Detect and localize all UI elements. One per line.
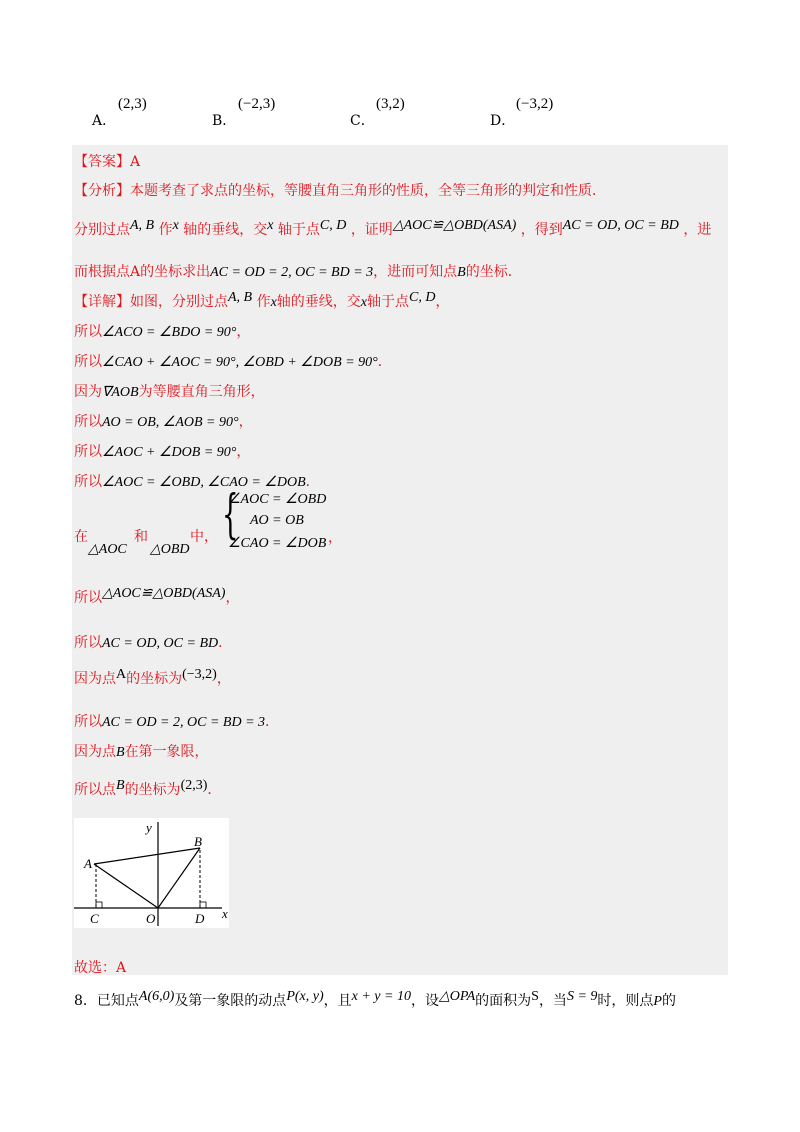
math: P(x, y) [286, 989, 324, 1004]
math: AC = OD = 2, OC = BD = 3 [210, 265, 374, 280]
math: AC = OD, OC = BD [562, 218, 679, 233]
text: 的 [661, 993, 676, 1009]
detail-line-7 [74, 471, 320, 491]
label-b: B [194, 834, 202, 849]
math: B [116, 778, 125, 793]
label-c: C [90, 911, 99, 926]
math: A [116, 667, 127, 682]
label-d: D [195, 911, 205, 926]
text: 轴的垂线，交 [183, 222, 268, 238]
math: AC = OD, OC = BD [102, 636, 219, 651]
option-label: B． [212, 113, 237, 129]
brace-system [222, 485, 352, 551]
option-value: (−2,3) [238, 96, 276, 112]
option-label: D． [490, 113, 516, 129]
detail-line-5 [74, 411, 253, 431]
text: 时，则点 [597, 993, 654, 1009]
text: 如图，分别过点 [130, 294, 228, 310]
detail-line-11 [74, 711, 279, 731]
text: 所以 [74, 474, 102, 490]
option-value: (−3,2) [516, 96, 554, 112]
brace-row: AO = OB [250, 513, 304, 528]
right-angle-c [96, 902, 102, 908]
text: 所以 [74, 324, 102, 340]
math: x + y = 10 [351, 989, 411, 1004]
label-o: O [146, 911, 156, 926]
text: ，进 [683, 222, 712, 238]
analysis-tag: 【分析】 [74, 183, 130, 199]
math: △OPA [438, 989, 476, 1004]
text: 作 [256, 294, 271, 310]
math: B [116, 745, 125, 760]
text: ，且 [323, 993, 352, 1009]
math: S = 9 [566, 989, 598, 1004]
text: 因为 [74, 384, 102, 400]
text: ， [225, 590, 240, 606]
brace-comma: ， [328, 530, 342, 546]
text: ， [238, 414, 253, 430]
math: C, D [319, 218, 347, 233]
text: ，得到 [520, 222, 563, 238]
detail-line-in-b [88, 541, 127, 558]
text: 所以 [74, 354, 102, 370]
text: 轴的垂线，交 [276, 294, 361, 310]
text: 分别过点 [74, 222, 130, 238]
label-y: y [146, 820, 152, 835]
text: ，设 [410, 993, 439, 1009]
answer-tag: 【答案】 [74, 154, 130, 170]
label-x: x [222, 906, 228, 921]
detail-line-in-d [150, 541, 190, 558]
final-answer: 故选：A [74, 960, 127, 976]
text: 因为点 [74, 744, 116, 760]
math: AC = OD = 2, OC = BD = 3 [102, 715, 266, 730]
analysis-line-3 [74, 261, 522, 281]
math: x [172, 218, 179, 233]
option-label: A． [92, 113, 117, 129]
math: (2,3) [180, 778, 208, 793]
left-brace: { [222, 485, 239, 545]
segment-bo [158, 848, 200, 908]
text: ． [305, 474, 320, 490]
solution-panel [72, 145, 728, 975]
answer-value: A [130, 154, 141, 170]
text: 在 [74, 529, 88, 545]
text: ，进而可知点 [373, 264, 458, 280]
detail-line-in-e [190, 526, 218, 546]
question-8 [74, 990, 676, 1010]
detail-line-6 [74, 441, 250, 461]
detail-line-1 [74, 291, 449, 311]
math: A, B [130, 218, 155, 233]
math: x [267, 218, 274, 233]
text: 的坐标为 [126, 671, 183, 687]
math: B [457, 265, 466, 280]
math: ∠CAO + ∠AOC = 90°, ∠OBD + ∠DOB = 90° [102, 355, 378, 370]
segment-ab [94, 848, 200, 864]
text: 8．已知点 [74, 993, 139, 1009]
detail-line-13 [74, 779, 221, 799]
math: x [270, 295, 277, 310]
text: 和 [134, 529, 148, 545]
math: A(6,0) [138, 989, 175, 1004]
math: AO = OB, ∠AOB = 90° [102, 415, 239, 430]
detail-line-4 [74, 381, 265, 401]
text: 所以 [74, 714, 102, 730]
detail-line-8 [74, 587, 239, 607]
text: ，当 [538, 993, 567, 1009]
analysis-line-2 [74, 219, 711, 239]
detail-tag: 【详解】 [74, 294, 130, 310]
answer-options [92, 96, 732, 130]
text: ， [435, 294, 450, 310]
text: ． [377, 354, 392, 370]
geometry-figure [74, 818, 229, 928]
text: ． [265, 714, 280, 730]
math: A, B [228, 290, 253, 305]
text: 而根据点A的坐标求出 [74, 264, 211, 280]
analysis-text: 本题考查了求点的坐标，等腰直角三角形的性质，全等三角形的判定和性质． [130, 183, 606, 199]
detail-line-2 [74, 321, 250, 341]
text: 及第一象限的动点 [174, 993, 287, 1009]
math: ∇AOB [102, 385, 139, 400]
brace-row: ∠AOC = ∠OBD [228, 492, 327, 507]
text: 所以 [74, 414, 102, 430]
text: 轴于点 [277, 222, 320, 238]
text: 因为点 [74, 671, 116, 687]
detail-line-12 [74, 741, 209, 761]
detail-line-9 [74, 632, 232, 652]
math: ∠AOC = ∠OBD, ∠CAO = ∠DOB [102, 475, 306, 490]
option-value: (2,3) [118, 96, 147, 112]
text: 所以 [74, 590, 102, 606]
text: 所以点 [74, 782, 116, 798]
text: 的面积为 [475, 993, 532, 1009]
math: ∠AOC + ∠DOB = 90° [102, 445, 237, 460]
text: ， [216, 671, 231, 687]
analysis-line-1 [74, 180, 606, 200]
text: 中， [190, 529, 218, 545]
figure-svg [74, 818, 229, 928]
text: 轴于点 [367, 294, 409, 310]
text: ， [236, 444, 251, 460]
right-angle-d [200, 902, 206, 908]
text: 所以 [74, 635, 102, 651]
text: ． [218, 635, 233, 651]
text: ． [207, 782, 222, 798]
brace-row: ∠CAO = ∠DOB [228, 536, 327, 551]
detail-line-3 [74, 351, 392, 371]
math: C, D [409, 290, 436, 305]
math: ∠ACO = ∠BDO = 90° [102, 325, 237, 340]
text: 在第一象限， [124, 744, 209, 760]
text: 的坐标． [465, 264, 522, 280]
detail-line-in-c [134, 526, 148, 546]
math: △AOC≌△OBD(ASA) [102, 586, 226, 601]
text: 的坐标为 [124, 782, 181, 798]
math: (−3,2) [182, 667, 217, 682]
text: 为等腰直角三角形， [138, 384, 265, 400]
answer-line [74, 151, 140, 171]
math: △AOC [88, 542, 127, 557]
text: ，证明 [350, 222, 393, 238]
text: ， [236, 324, 251, 340]
math: P [653, 994, 662, 1009]
text: 所以 [74, 444, 102, 460]
segment-ao [94, 864, 158, 908]
option-value: (3,2) [376, 96, 405, 112]
math: x [360, 295, 367, 310]
math: △AOC≌△OBD(ASA) [392, 218, 517, 233]
math: △OBD [150, 542, 190, 557]
detail-line-10 [74, 668, 231, 688]
detail-line-in-a [74, 526, 88, 546]
label-a: A [84, 856, 92, 871]
math: S [531, 989, 539, 1004]
text: 作 [158, 222, 173, 238]
option-label: C． [350, 113, 375, 129]
